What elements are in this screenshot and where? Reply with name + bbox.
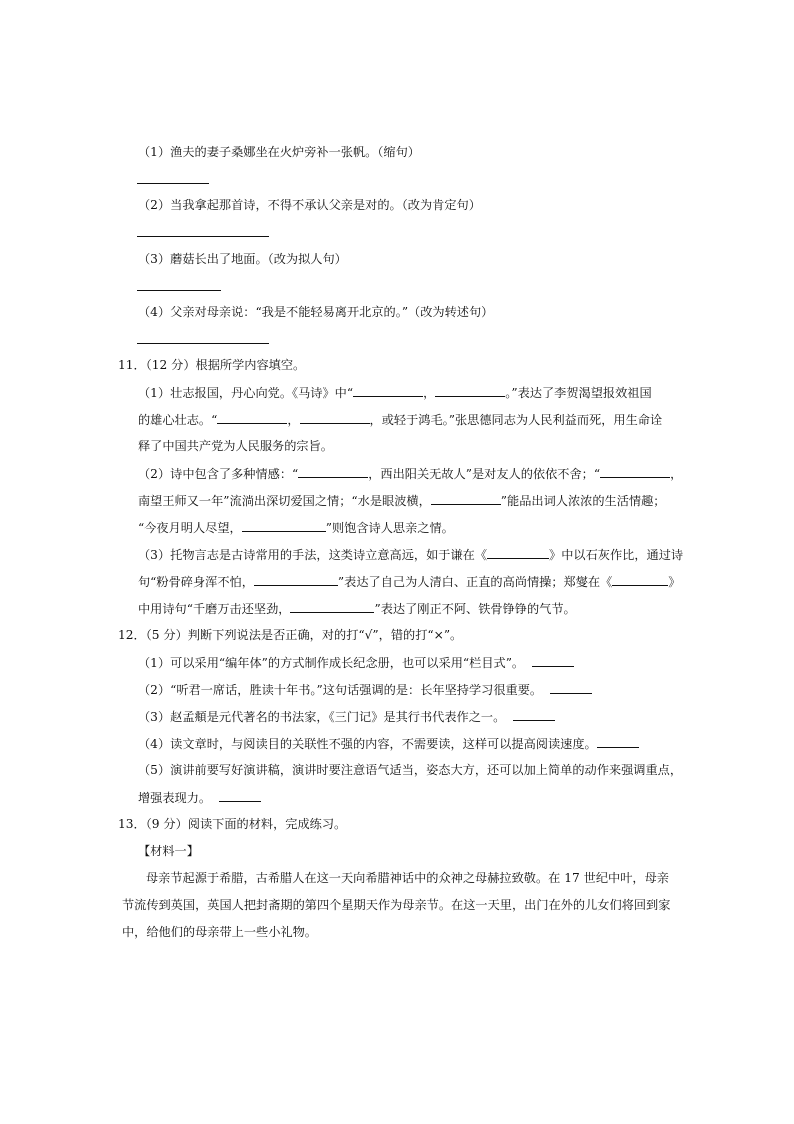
q11-p1-line1: （1）壮志报国，丹心向党。《马诗》中“ ， 。”表达了李贺渴望报效祖国	[138, 386, 652, 400]
answer-line[interactable]	[137, 236, 269, 237]
q12-header: 12．（5 分）判断下列说法是否正确，对的打“√”，错的打“×”。	[118, 628, 463, 642]
q11-p2-line3: “今夜月明人尽望， ”则饱含诗人思亲之情。	[138, 521, 454, 535]
material-line-1: 母亲节起源于希腊，古希腊人在这一天向希腊神话中的众神之母赫拉致敬。在 17 世纪中叶，母亲	[146, 871, 669, 885]
q11-p3-line2: 句“粉骨碎身浑不怕， ”表达了自己为人清白、正直的高尚情操；郑燮在《 》	[138, 575, 681, 589]
judge-blank[interactable]	[219, 789, 261, 802]
material-title: 【材料一】	[138, 844, 199, 858]
judge-blank[interactable]	[513, 708, 555, 721]
q12-item-4: （4）读文章时，与阅读目的关联性不强的内容，不需要读，这样可以提高阅读速度。	[138, 735, 639, 752]
q11-p3-line1: （3）托物言志是古诗常用的手法，这类诗立意高远，如于谦在《 》中以石灰作比，通过诗	[138, 548, 684, 562]
q12-item-5: （5）演讲前要写好演讲稿，演讲时要注意语气适当，姿态大方，还可以加上简单的动作来强调重点，	[138, 763, 683, 777]
q11-p3-line3: 中用诗句“千磨万击还坚劲， ”表达了刚正不阿、铁骨铮铮的气节。	[138, 602, 576, 616]
q10-item-1: （1）渔夫的妻子桑娜坐在火炉旁补一张帆。（缩句）	[138, 145, 420, 159]
fill-blank[interactable]	[300, 411, 370, 424]
fill-blank[interactable]	[290, 600, 374, 613]
judge-blank[interactable]	[597, 735, 639, 748]
fill-blank[interactable]	[612, 573, 668, 586]
answer-line[interactable]	[137, 183, 209, 184]
q10-item-2: （2）当我拿起那首诗，不得不承认父亲是对的。（改为肯定句）	[138, 198, 481, 212]
fill-blank[interactable]	[353, 384, 423, 397]
fill-blank[interactable]	[487, 546, 549, 559]
answer-line[interactable]	[137, 343, 269, 344]
q10-item-4: （4）父亲对母亲说：“我是不能轻易离开北京的。”（改为转述句）	[138, 305, 494, 319]
judge-blank[interactable]	[532, 654, 574, 667]
material-line-3: 中，给他们的母亲带上一些小礼物。	[122, 925, 317, 939]
judge-blank[interactable]	[550, 681, 592, 694]
q11-p1-line2: 的雄心壮志。“ ， ，或轻于鸿毛。”张思德同志为人民利益而死，用生命诠	[138, 413, 663, 427]
fill-blank[interactable]	[298, 465, 368, 478]
fill-blank[interactable]	[242, 519, 326, 532]
q12-item-3: （3）赵孟頫是元代著名的书法家，《三门记》是其行书代表作之一。	[138, 708, 555, 725]
q11-header: 11．（12 分）根据所学内容填空。	[118, 358, 306, 372]
q12-item-1: （1）可以采用“编年体”的方式制作成长纪念册，也可以采用“栏目式”。	[138, 654, 574, 671]
answer-line[interactable]	[137, 290, 221, 291]
q11-p2-line2: 南望王师又一年”流淌出深切爱国之情；“水是眼波横， ”能品出词人浓浓的生活情趣；	[138, 494, 666, 508]
q11-p2-line1: （2）诗中包含了多种情感：“ ，西出阳关无故人”是对友人的依依不舍；“ ，	[138, 467, 683, 481]
fill-blank[interactable]	[217, 411, 287, 424]
fill-blank[interactable]	[254, 573, 338, 586]
material-line-2: 节流传到英国，英国人把封斋期的第四个星期天作为母亲节。在这一天里，出门在外的儿女们将回到家	[122, 898, 671, 912]
fill-blank[interactable]	[431, 492, 501, 505]
fill-blank[interactable]	[435, 384, 505, 397]
q11-p1-line3: 释了中国共产党为人民服务的宗旨。	[138, 439, 333, 453]
q12-item-5-cont: 增强表现力。	[138, 789, 261, 806]
q10-item-3: （3）蘑菇长出了地面。（改为拟人句）	[138, 252, 347, 266]
fill-blank[interactable]	[600, 465, 670, 478]
q13-header: 13．（9 分）阅读下面的材料，完成练习。	[118, 817, 347, 831]
q12-item-2: （2）“听君一席话，胜读十年书。”这句话强调的是：长年坚持学习很重要。	[138, 681, 592, 698]
